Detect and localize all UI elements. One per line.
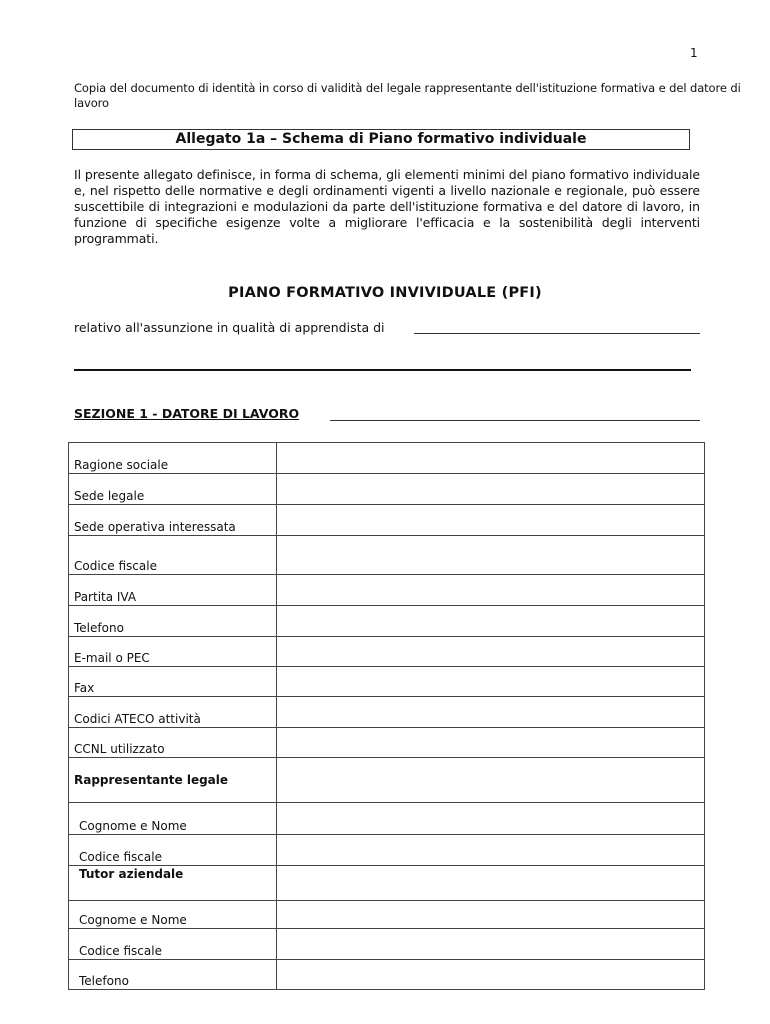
rappresentante-legale-heading: Rappresentante legale — [69, 758, 277, 803]
row-label: Codice fiscale — [69, 929, 277, 960]
datore-form-table — [68, 442, 705, 990]
row-value-cell[interactable] — [277, 606, 705, 637]
table-row — [69, 901, 705, 929]
row-value-cell[interactable] — [277, 637, 705, 667]
row-label: Codice fiscale — [69, 835, 277, 866]
row-label: CCNL utilizzato — [69, 728, 277, 758]
row-value-cell[interactable] — [277, 505, 705, 536]
row-label: Sede legale — [69, 474, 277, 505]
page-number: 1 — [690, 46, 698, 60]
section-1-heading: SEZIONE 1 - DATORE DI LAVORO — [74, 406, 300, 421]
row-value-cell[interactable] — [277, 667, 705, 697]
row-value-cell[interactable] — [277, 728, 705, 758]
row-value-cell[interactable] — [277, 575, 705, 606]
table-row — [69, 443, 705, 474]
row-value-cell[interactable] — [277, 835, 705, 866]
row-value-cell[interactable] — [277, 443, 705, 474]
row-label: Partita IVA — [69, 575, 277, 606]
row-label: Codici ATECO attività — [69, 697, 277, 728]
table-row — [69, 835, 705, 866]
identity-note: Copia del documento di identità in corso di validità del legale rappresentante dell'istituzione formativa e del datore di lavoro — [74, 81, 741, 110]
plan-title: PIANO FORMATIVO INVIVIDUALE (PFI) — [228, 285, 542, 301]
row-label: E-mail o PEC — [69, 637, 277, 667]
table-row — [69, 758, 705, 803]
table-row — [69, 960, 705, 990]
apprendista-fill-line[interactable] — [414, 333, 700, 334]
table-row — [69, 697, 705, 728]
row-label: Sede operativa interessata — [69, 505, 277, 536]
intro-paragraph: Il presente allegato definisce, in forma di schema, gli elementi minimi del piano formativo individuale e, nel rispetto delle normative e degli ordinamenti vigenti a livello nazionale e regionale, può essere suscettibile di integrazioni e modulazioni da parte dell'istituzione formativa e del datore di lavoro, in funzione di specifiche esigenze volte a migliorare l'efficacia e la sostenibilità degli interventi programmati. — [74, 167, 700, 246]
row-value-cell[interactable] — [277, 929, 705, 960]
row-label: Cognome e Nome — [69, 901, 277, 929]
table-row — [69, 728, 705, 758]
row-value-cell[interactable] — [277, 474, 705, 505]
table-row — [69, 536, 705, 575]
table-row — [69, 929, 705, 960]
row-value-cell[interactable] — [277, 697, 705, 728]
table-row — [69, 667, 705, 697]
tutor-aziendale-heading: Tutor aziendale — [69, 866, 277, 901]
row-value-cell[interactable] — [277, 901, 705, 929]
row-label: Telefono — [69, 606, 277, 637]
table-row — [69, 866, 705, 901]
table-row — [69, 637, 705, 667]
row-label: Cognome e Nome — [69, 803, 277, 835]
section-1-fill-line — [330, 420, 700, 421]
row-value-cell[interactable] — [277, 803, 705, 835]
row-label: Fax — [69, 667, 277, 697]
row-label: Telefono — [69, 960, 277, 990]
row-value-cell[interactable] — [277, 960, 705, 990]
table-row — [69, 505, 705, 536]
table-row — [69, 474, 705, 505]
row-value-cell[interactable] — [277, 758, 705, 803]
row-value-cell[interactable] — [277, 536, 705, 575]
relativo-label: relativo all'assunzione in qualità di apprendista di — [74, 320, 385, 335]
separator-line — [74, 369, 691, 371]
table-row — [69, 803, 705, 835]
row-value-cell[interactable] — [277, 866, 705, 901]
table-row — [69, 606, 705, 637]
table-row — [69, 575, 705, 606]
allegato-title: Allegato 1a – Schema di Piano formativo individuale — [72, 129, 690, 150]
row-label: Codice fiscale — [69, 536, 277, 575]
row-label: Ragione sociale — [69, 443, 277, 474]
